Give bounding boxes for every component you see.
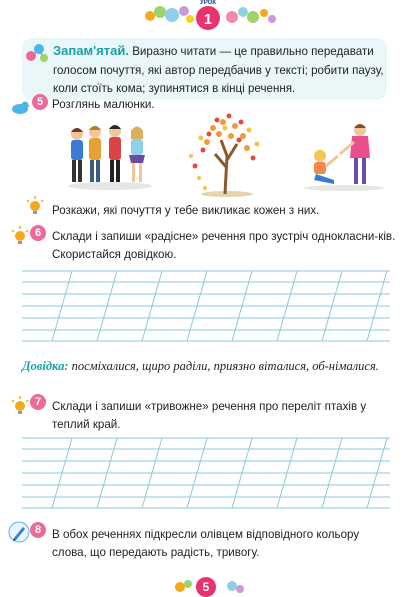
task-6-number: 6 [30, 225, 46, 241]
task-8-text: В обох реченнях підкресли олівцем відповідного кольору слова, що передають радість, тривогу. [52, 528, 360, 559]
help-label: Довідка: [22, 359, 69, 373]
lesson-word: УРОК [200, 0, 216, 6]
writing-lines-task-6[interactable] [22, 270, 390, 342]
page-number: 5 [196, 577, 216, 597]
lightbulb-icon [10, 226, 30, 246]
bird-icon [10, 97, 30, 117]
remember-text [53, 42, 393, 99]
help-text [22, 357, 392, 375]
task-5-number: 5 [32, 94, 48, 110]
molecule-icon [25, 42, 49, 64]
lightbulb-icon [10, 396, 30, 416]
writing-lines-task-7[interactable] [22, 437, 390, 509]
remember-body: Виразно читати — це правильно передавати голосом почуття, які автор передбачив у тексті; робити паузу, коли стоїть кома; зупинятися в кінці речення. [53, 45, 384, 95]
pencil-icon [8, 521, 30, 543]
children-helping-illustration [302, 120, 387, 192]
lightbulb-icon [25, 196, 45, 216]
task-5-text: Розглянь малюнки. [52, 98, 155, 111]
help-body: посміхалися, щиро раділи, приязно віталися, об-німалися. [71, 359, 379, 373]
lesson-number: 1 [203, 11, 213, 28]
remember-title: Запам'ятай. [53, 43, 129, 58]
task-7-text: Склади і запиши «тривожне» речення про переліт птахів у теплий край. [52, 400, 367, 431]
lesson-badge [196, 0, 220, 30]
task-7-number: 7 [30, 394, 46, 410]
task-6-text: Склади і запиши «радісне» речення про зустріч однокласни-ків. Скористайся довідкою. [52, 230, 396, 261]
children-greeting-illustration [65, 118, 155, 190]
task-8-number: 8 [30, 522, 46, 538]
task-5-followup: Розкажи, які почуття у тебе викликає кожен з них. [52, 204, 320, 217]
autumn-tree-illustration [183, 108, 268, 198]
